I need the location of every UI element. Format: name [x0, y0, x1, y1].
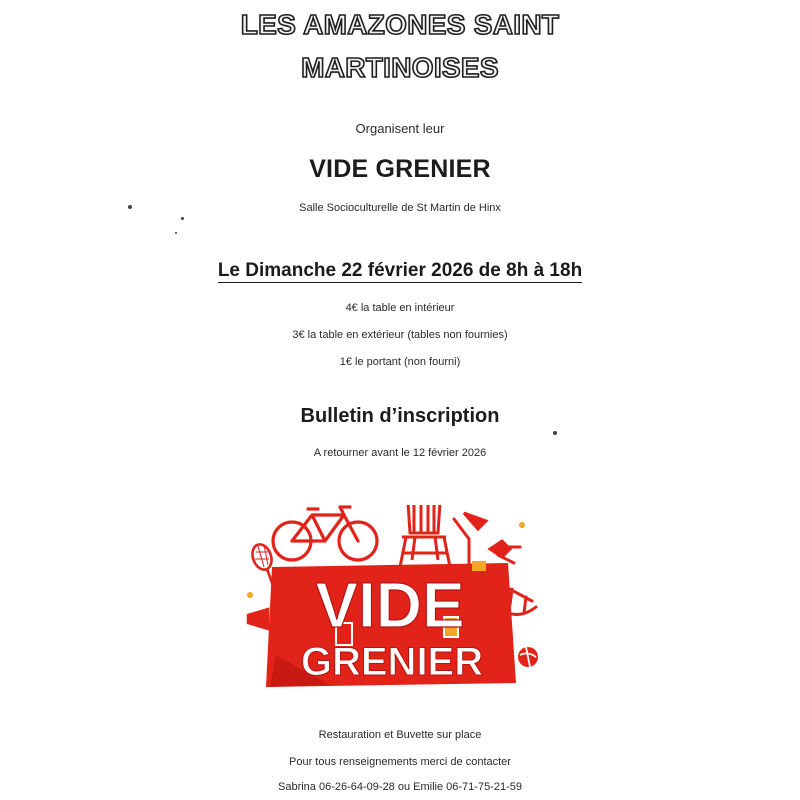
event-date-text: Le Dimanche 22 février 2026 de 8h à 18h: [217, 260, 583, 281]
scan-speck: [553, 431, 557, 435]
organization-title-line2: MARTINOISES: [301, 52, 499, 83]
chair-icon: [400, 505, 450, 567]
event-title: VIDE GRENIER: [309, 155, 491, 183]
bicycle-icon: [273, 507, 377, 560]
logo-text-line1: VIDE: [315, 569, 465, 641]
price-outdoor-table: 3€ la table en extérieur (tables non fournies): [292, 329, 508, 341]
registration-title: Bulletin d’inscription: [300, 405, 500, 427]
organization-title-line1: LES AMAZONES SAINT: [240, 9, 560, 40]
vide-grenier-logo: [240, 505, 540, 700]
scan-speck: [128, 205, 132, 209]
venue-text: Salle Socioculturelle de St Martin de Hinx: [299, 202, 501, 214]
contact-phones: Sabrina 06-26-64-09-28 ou Emilie 06-71-75-21-59: [278, 781, 522, 793]
logo-text-line2: GRENIER: [300, 640, 484, 684]
intro-text: Organisent leur: [355, 121, 445, 136]
contact-intro: Pour tous renseignements merci de contacter: [289, 756, 511, 768]
event-date: [0, 260, 800, 282]
logo-accent-box: [472, 561, 486, 571]
scan-speck: [175, 232, 177, 234]
registration-deadline: A retourner avant le 12 février 2026: [313, 447, 487, 459]
racket-icon: [249, 542, 275, 591]
lamp-icon: [454, 513, 486, 567]
price-indoor-table: 4€ la table en intérieur: [345, 302, 455, 314]
price-rack: 1€ le portant (non fourni): [339, 356, 461, 368]
catering-note: Restauration et Buvette sur place: [318, 729, 482, 741]
scan-speck: [181, 217, 184, 220]
